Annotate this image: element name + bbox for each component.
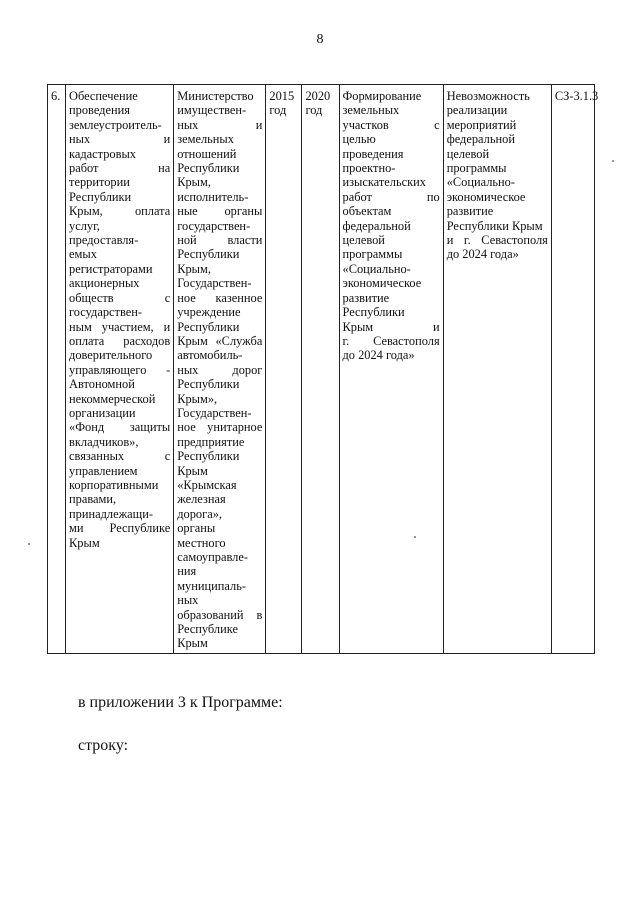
cell-line: предприятие	[177, 434, 245, 449]
end-year-cell: 2020 год	[302, 85, 339, 654]
cell-line: ное казенное	[177, 290, 263, 305]
cell-line: ных и	[177, 117, 263, 132]
cell-line: ния	[177, 564, 197, 579]
cell-line: территории	[69, 175, 130, 190]
cell-line: Крым»,	[177, 391, 218, 406]
cell-line: доверительного	[69, 348, 153, 363]
cell-line: услуг,	[69, 218, 100, 233]
scan-speck	[28, 543, 30, 545]
cell-line: образований в	[177, 607, 263, 622]
table-row	[48, 85, 595, 654]
cell-line: землеустроитель-	[69, 117, 162, 132]
cell-line: участков с	[342, 117, 440, 132]
row-label-text: строку:	[78, 737, 129, 754]
cell-line: корпоративными	[69, 477, 159, 492]
start-year-cell: 2015 год	[266, 85, 302, 654]
cell-line: Крым, оплата	[69, 204, 171, 219]
cell-line: предоставля-	[69, 233, 139, 248]
cell-line: проведения	[69, 103, 130, 118]
cell-line: Обеспечение	[69, 89, 138, 103]
cell-line: принадлежащи-	[69, 506, 153, 521]
cell-line: «Фонд защиты	[69, 420, 171, 435]
cell-line: ных и	[69, 132, 171, 147]
cell-line: дорога»,	[177, 506, 222, 521]
cell-line: земельных	[342, 103, 400, 118]
cell-line: Республики	[177, 247, 240, 262]
cell-line: акционерных	[69, 276, 140, 291]
cell-line: проектно-	[342, 161, 396, 176]
cell-line: ных	[177, 593, 199, 608]
cell-line: федеральной	[342, 218, 411, 233]
row-number-cell: 6.	[48, 85, 66, 654]
cell-line: управляющего -	[69, 362, 171, 377]
cell-line: самоуправле-	[177, 550, 248, 564]
page-number: 8	[316, 32, 324, 47]
cell-line: развитие	[446, 204, 494, 219]
appendix-reference-text: в приложении 3 к Программе:	[78, 694, 283, 711]
cell-line: связанных с	[69, 449, 171, 464]
cell-line: Государствен-	[177, 276, 252, 291]
cell-line: обществ с	[69, 290, 171, 305]
cell-line: вкладчиков»,	[69, 434, 139, 449]
cell-line: Республики	[342, 305, 405, 320]
cell-line: управлением	[69, 463, 138, 478]
cell-line: отношений	[177, 146, 237, 161]
cell-line: до 2024 года»	[446, 247, 519, 262]
code-cell: СЗ-3.1.3	[551, 85, 594, 654]
cell-line: Крым,	[177, 175, 211, 190]
cell-line: федеральной	[446, 132, 515, 147]
cell-line: оплата расходов	[69, 333, 171, 348]
cell-line: ми Республике	[69, 521, 171, 536]
cell-line: целевой	[446, 146, 490, 161]
activity-cell	[66, 85, 174, 654]
cell-line: Республики	[177, 161, 240, 176]
cell-line: кадастровых	[69, 146, 136, 161]
cell-line: и г. Севастополя	[446, 233, 548, 248]
cell-line: Министерство	[177, 89, 254, 103]
scan-speck	[612, 160, 614, 162]
cell-line: Автономной	[69, 377, 135, 392]
cell-line: реализации	[446, 103, 508, 118]
cell-line: Государствен-	[177, 405, 252, 420]
cell-line: Республике	[177, 622, 238, 637]
cell-line: регистраторами	[69, 261, 153, 276]
cell-line: изыскательских	[342, 175, 426, 190]
cell-line: Формирование	[342, 89, 422, 103]
cell-line: автомобиль-	[177, 348, 243, 363]
program-table	[47, 84, 599, 654]
cell-line: земельных	[177, 132, 234, 147]
cell-line: Республики Крым	[446, 218, 543, 233]
cell-line: экономическое	[342, 276, 422, 291]
cell-line: Крым «Служба	[177, 333, 263, 348]
scan-speck	[414, 536, 416, 538]
cell-line: Республики	[69, 189, 132, 204]
cell-line: местного	[177, 535, 226, 550]
cell-line: проведения	[342, 146, 404, 161]
cell-line: имуществен-	[177, 103, 247, 118]
cell-line: правами,	[69, 492, 117, 507]
cell-line: ные органы	[177, 204, 263, 219]
cell-line: исполнитель-	[177, 189, 249, 204]
cell-line: программы	[446, 161, 507, 176]
cell-line: ных дорог	[177, 362, 263, 377]
cell-line: целевой	[342, 233, 385, 248]
cell-line: Крым,	[177, 261, 211, 276]
expected-result-cell	[339, 85, 443, 654]
cell-line: железная	[177, 492, 226, 507]
cell-line: до 2024 года»	[342, 348, 415, 363]
cell-line: работ по	[342, 189, 440, 204]
cell-line: муниципаль-	[177, 578, 246, 593]
cell-line: Республики	[177, 449, 240, 464]
cell-line: объектам	[342, 204, 392, 219]
cell-line: программы	[342, 247, 403, 262]
cell-line: учреждение	[177, 305, 241, 320]
cell-line: Крым	[69, 535, 100, 550]
cell-line: «Крымская	[177, 477, 237, 492]
cell-line: экономическое	[446, 189, 526, 204]
cell-line: работ на	[69, 161, 171, 176]
cell-line: «Социально-	[342, 261, 411, 276]
cell-line: органы	[177, 521, 216, 536]
cell-line: Невозможность	[446, 89, 530, 103]
executor-cell	[174, 85, 266, 654]
cell-line: Республики	[177, 377, 240, 392]
consequences-cell	[443, 85, 551, 654]
cell-line: мероприятий	[446, 117, 517, 132]
cell-line: государствен-	[177, 218, 251, 233]
cell-line: «Социально-	[446, 175, 515, 190]
cell-line: некоммерческой	[69, 391, 156, 406]
cell-line: Крым	[177, 636, 208, 651]
cell-line: целью	[342, 132, 376, 147]
cell-line: государствен-	[69, 305, 143, 320]
cell-line: ным участием, и	[69, 319, 171, 334]
cell-line: Крым	[177, 463, 208, 478]
cell-line: Крым и	[342, 319, 440, 334]
cell-line: Республики	[177, 319, 240, 334]
cell-line: развитие	[342, 290, 390, 305]
cell-line: ное унитарное	[177, 420, 263, 435]
cell-line: емых	[69, 247, 97, 262]
cell-line: ной власти	[177, 233, 263, 248]
cell-line: г. Севастополя	[342, 333, 440, 348]
cell-line: организации	[69, 405, 136, 420]
